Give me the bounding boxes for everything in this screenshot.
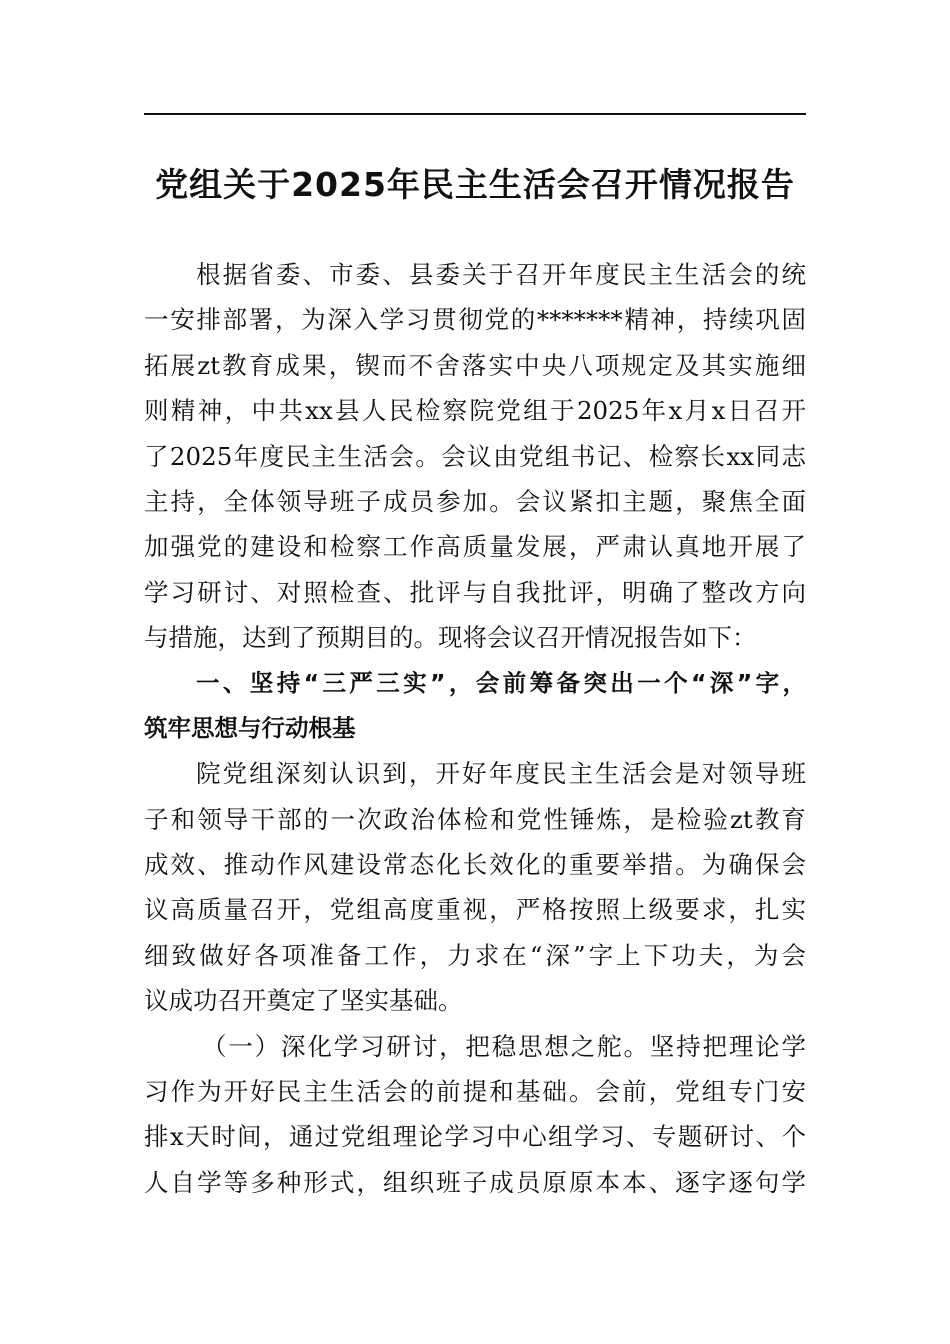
header-rule [144, 113, 806, 115]
section-line: 成效、推动作风建设常态化长效化的重要举措。为确保会 [144, 850, 806, 880]
subsection-line: 习作为开好民主生活会的前提和基础。会前，党组专门安 [144, 1077, 806, 1107]
subsection-line: （一）深化学习研讨，把稳思想之舵。坚持把理论学 [202, 1031, 806, 1061]
intro-line: 主持，全体领导班子成员参加。会议紧扣主题，聚焦全面 [144, 486, 806, 516]
subsection-line: 人自学等多种形式，组织班子成员原原本本、逐字逐句学 [144, 1167, 806, 1197]
document-body [144, 252, 806, 1205]
intro-line: 拓展zt教育成果，锲而不舍落实中央八项规定及其实施细 [144, 350, 806, 380]
section-line: 院党组深刻认识到，开好年度民主生活会是对领导班 [196, 759, 806, 789]
section-line: 议高质量召开，党组高度重视，严格按照上级要求，扎实 [144, 895, 806, 925]
section-heading-line: 筑牢思想与行动根基 [144, 713, 356, 742]
subsection-line: 排x天时间，通过党组理论学习中心组学习、专题研讨、个 [144, 1122, 806, 1152]
section-line: 细致做好各项准备工作，力求在“深”字上下功夫，为会 [144, 940, 806, 970]
intro-line: 一安排部署，为深入学习贯彻党的*******精神，持续巩固 [144, 305, 806, 335]
section-heading-line: 一、坚持“三严三实”，会前筹备突出一个“深”字， [196, 668, 806, 697]
intro-line: 加强党的建设和检察工作高质量发展，严肃认真地开展了 [144, 532, 806, 562]
section-line: 子和领导干部的一次政治体检和党性锤炼，是检验zt教育 [144, 804, 806, 834]
intro-line: 根据省委、市委、县委关于召开年度民主生活会的统 [196, 260, 806, 289]
intro-line: 学习研讨、对照检查、批评与自我批评，明确了整改方向 [144, 577, 806, 607]
intro-line: 与措施，达到了预期目的。现将会议召开情况报告如下： [144, 623, 757, 653]
section-line: 议成功召开奠定了坚实基础。 [144, 986, 463, 1016]
document-title: 党组关于2025年民主生活会召开情况报告 [155, 165, 795, 204]
intro-line: 了2025年度民主生活会。会议由党组书记、检察长xx同志 [144, 441, 806, 471]
intro-line: 则精神，中共xx县人民检察院党组于2025年x月x日召开 [144, 396, 806, 426]
